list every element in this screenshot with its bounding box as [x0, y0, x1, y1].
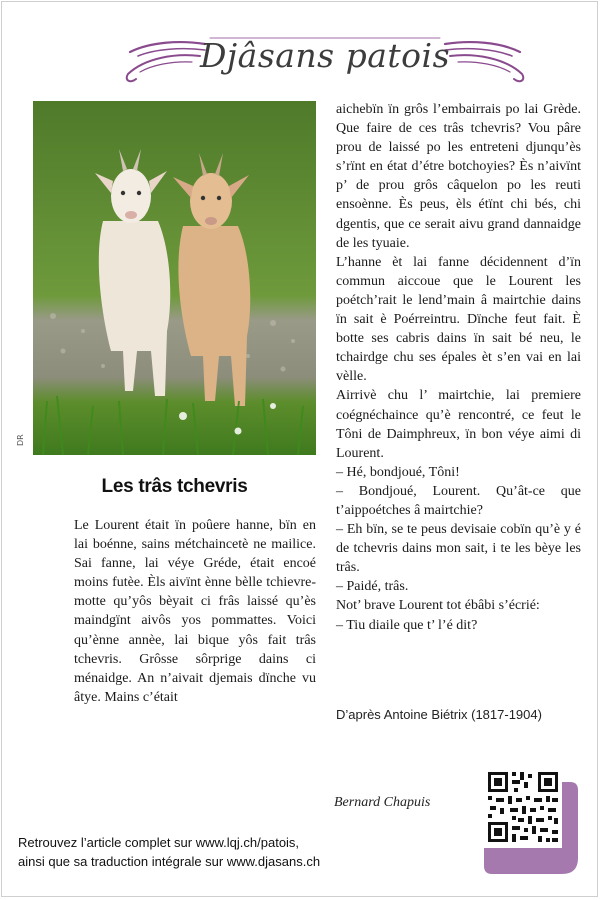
dialogue-line: – Paidé, trâs. — [336, 579, 409, 595]
article-title: Les trâs tchevris — [101, 476, 248, 497]
paragraph: aichebïn ïn grôs l’embairrais po lai Grède. Que faire de ces trâs tchevris? Vou pâre prou de laissé po les entreteni djunqu’ès s’rïnt en état d’étre botchoyies? Ès n’aivïnt p’ de prou grôs câquelon po les reuti ensoènne. Ès peus, èls étïnt chi bés, chi dgentis, que ce serait aivu grand dannaidge de les tyuaie. — [336, 102, 581, 251]
photo-credit: DR — [16, 434, 25, 446]
qr-code[interactable] — [482, 768, 580, 876]
paragraph: Not’ brave Lourent tot ébâbi s’écrié: — [336, 598, 540, 614]
goats-photo — [33, 101, 316, 455]
source-attribution: D’après Antoine Biétrix (1817-1904) — [336, 707, 542, 722]
footer-note — [18, 833, 438, 871]
section-header — [120, 22, 530, 92]
author-name: Bernard Chapuis — [334, 795, 431, 810]
dialogue-line: – Bondjoué, Lourent. Qu’ât-ce que t’aippoétches â mairtchie? — [336, 483, 581, 518]
footer-line-2: ainsi que sa traduction intégrale sur www.djasans.ch — [18, 854, 321, 869]
qr-code-icon — [482, 768, 580, 876]
dialogue-line: – Eh bïn, se te peus devisaie cobïn qu’è y é de tchevris dains mon sait, i te les bèye les trâs. — [336, 522, 581, 576]
footer-line-1: Retrouvez l’article complet sur www.lqj.ch/patois, — [18, 835, 300, 850]
dialogue-line: – Hé, bondjoué, Tôni! — [336, 464, 460, 480]
article-column-right — [336, 100, 581, 635]
paragraph: Airrivè chu l’ mairtchie, lai premiere coégnéchaince qu’è rencontré, ce feut le Tôni de Daimphreux, ïn bon véye aimi di Lourent. — [336, 388, 581, 461]
article-column-left — [74, 516, 316, 707]
section-title: Djâsans patois — [199, 36, 451, 75]
paragraph: Le Lourent était ïn poûere hanne, bïn en lai boénne, sains métchaincetè ne mailice. Sai fanne, lai véye Gréde, était encoé moins futèe. Èls aivïnt ènne bèlle tchievre-motte qu’yôs bèyait ci frâs laissé qu’ès maindgïnt aivôs yos pommattes. Voici qu’ènne annèe, lai bique yôs fait trâs tchevris. Grôsse sôrprige dains ci ménaidge. An n’aivait djemais dïnche vu âtye. Mains c’était — [74, 518, 316, 705]
dialogue-line: – Tiu diaile que t’ l’é dit? — [336, 617, 478, 633]
paragraph: L’hanne èt lai fanne décidennent d’ïn commun aiccoue que le Lourent les poétch’rait le lend’main â mairtchie dains ïn sait è Poérreintru. Dïnche feut fait. È botte ses cabris dains ïn sait bé neu, le tchairdge chu ses épales èt s’en vai en lai vèlle. — [336, 254, 581, 385]
